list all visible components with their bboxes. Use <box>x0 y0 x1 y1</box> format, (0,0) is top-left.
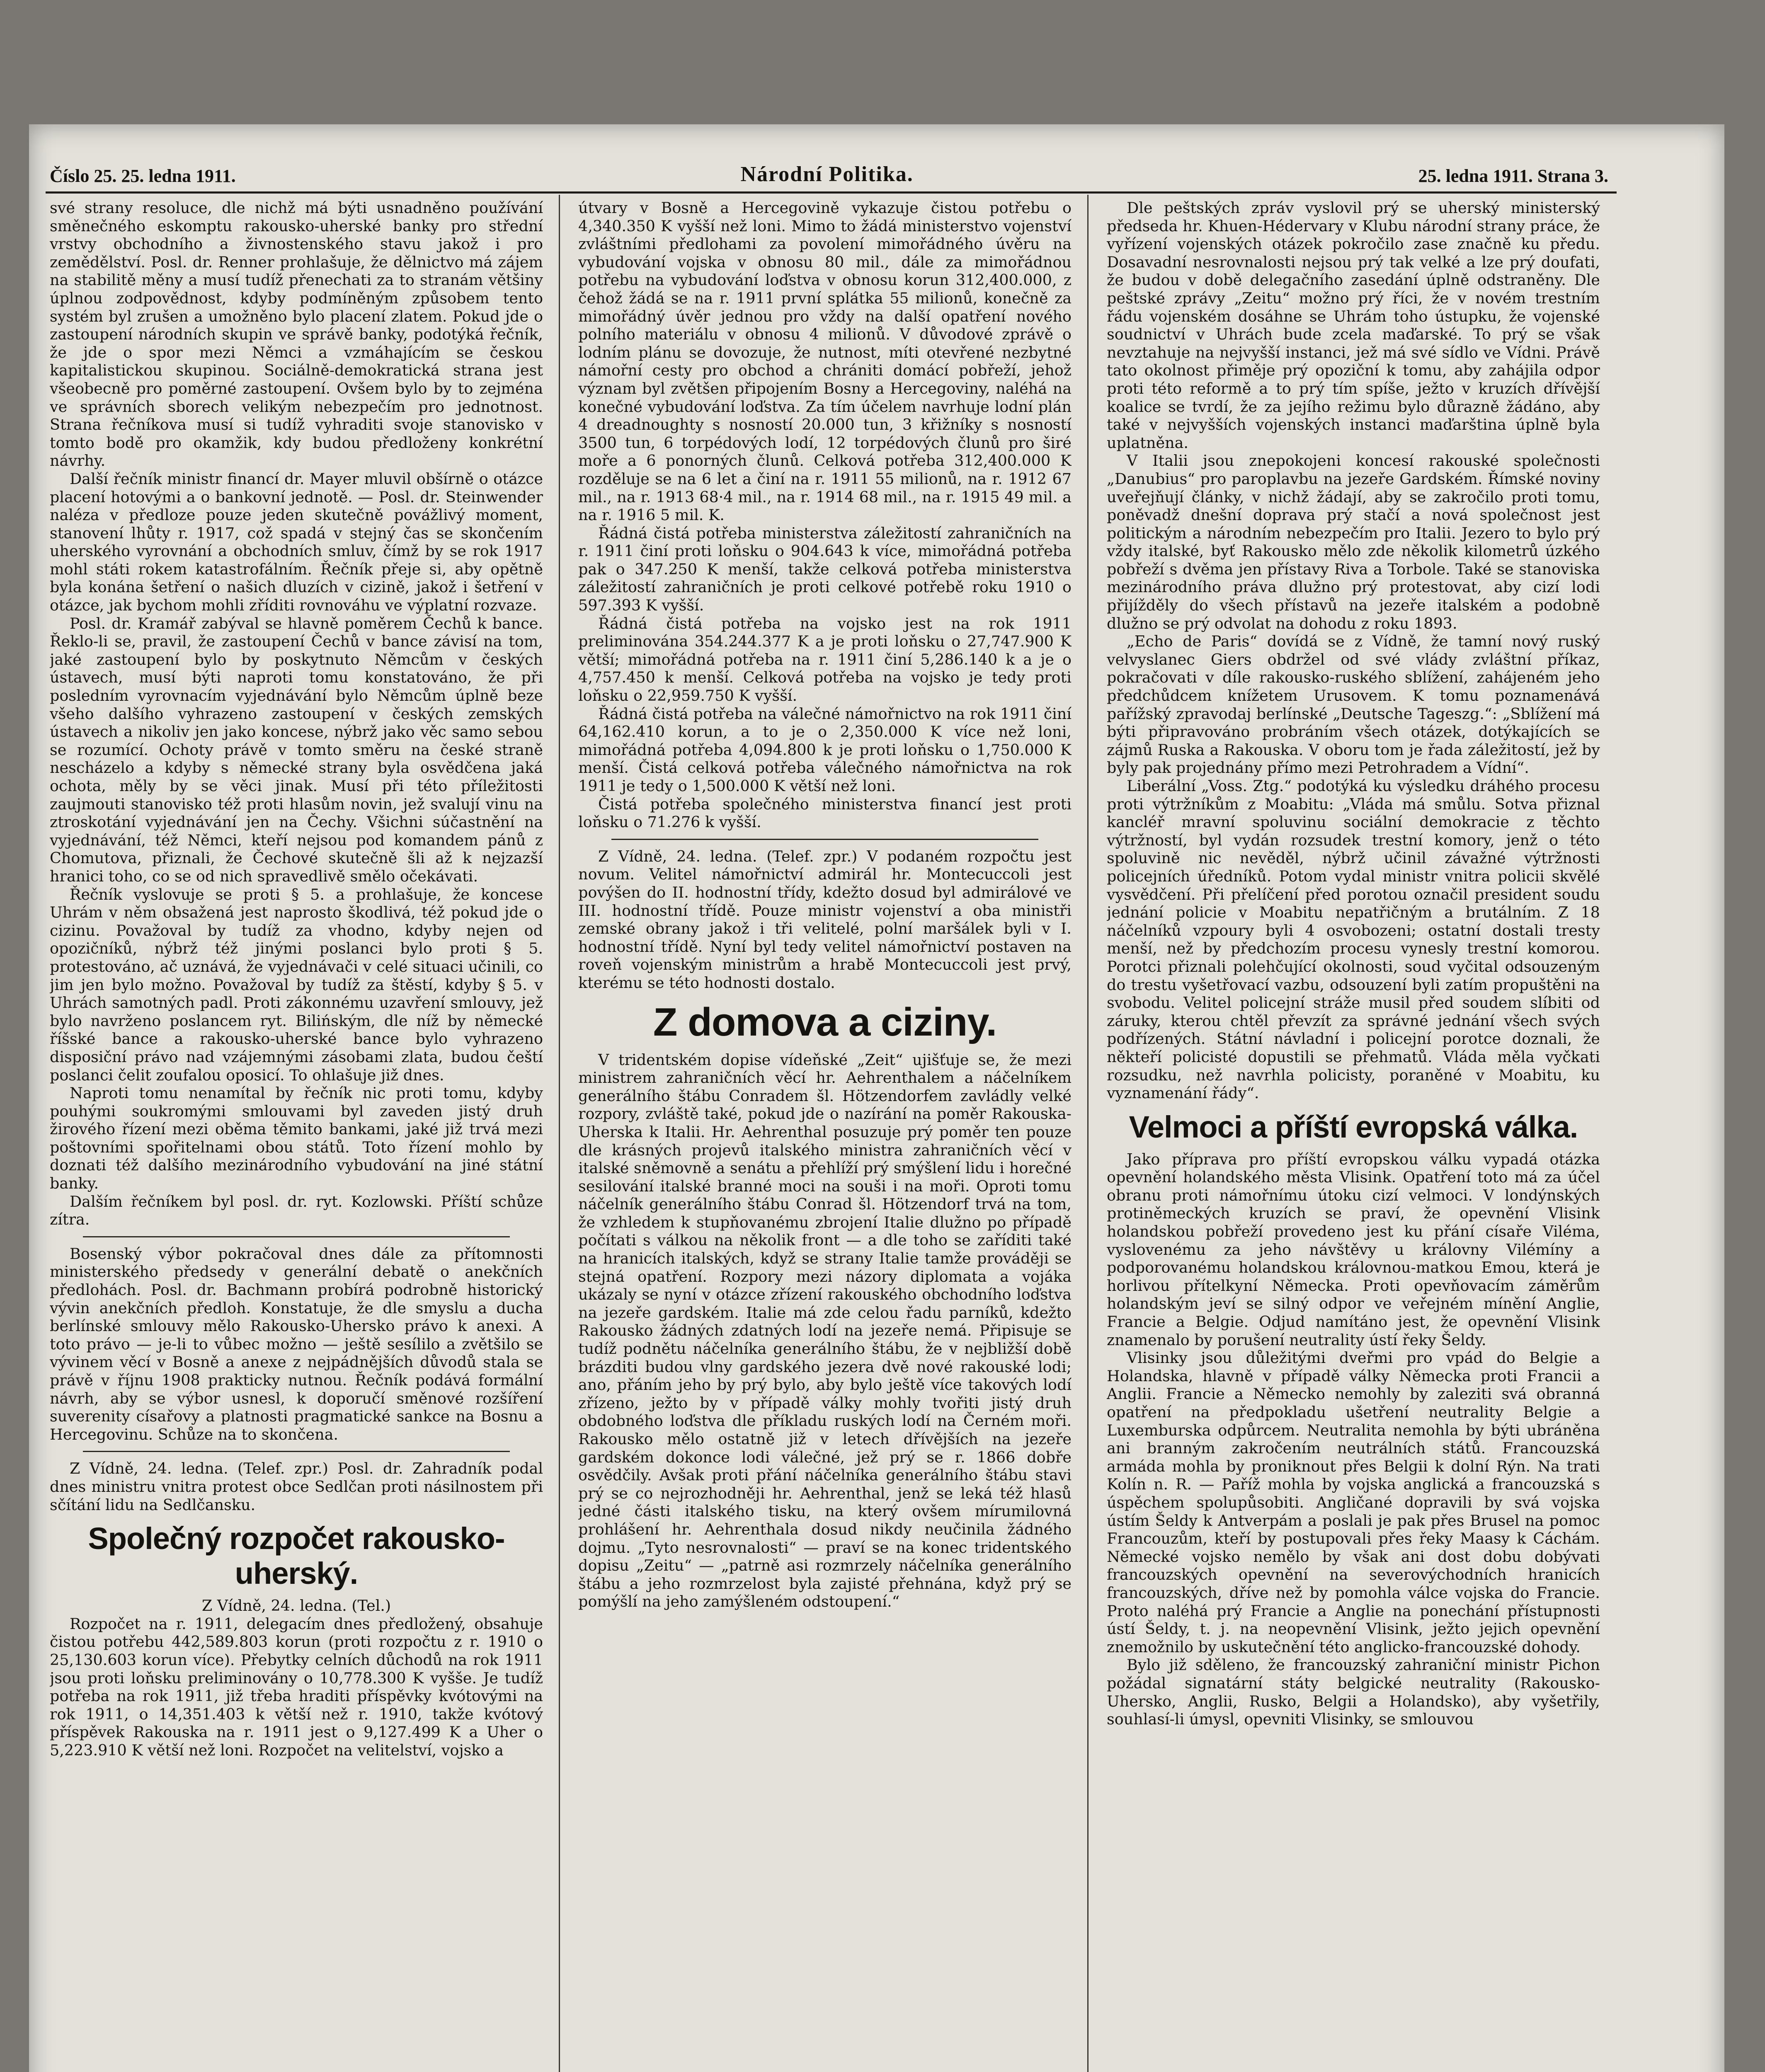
article-paragraph: Řádná čistá potřeba na válečné námořnictvo na rok 1911 činí 64,162.410 korun, a to je o 2,350.000 K více než loni, mimořádná potřeba 4,094.800 k je proti loňsku o 1,750.000 K menší. Čistá celková potřeba válečného námořnictva na rok 1911 je tedy o 1,500.000 K větší než loni. <box>578 704 1072 795</box>
article-paragraph: Liberální „Voss. Ztg.“ podotýká ku výsledku dráhého procesu proti výtržníkům z Moabitu: „Vláda má smůlu. Sotva přiznal kancléř mravní spoluvinu sociální demokracie z těchto výtržností, byl vydán rozsudek trestní komory, jenž o této spoluvině nic nevěděl, nýbrž učinil závažné výtržnosti policejních úředníků. Potom vydal ministr vnitra policii skvělé vysvědčení. Při přelíčení před porotou označil president soudu jednání policie v Moabitu nepatřičným a brutálním. Z 18 náčelníků vzpoury byli 4 osvobozeni; ostatní dostali tresty menší, než by předchozím procesu vynesly trestní komorou. Porotci přiznali polehčující okolnosti, soud vyčital odsouzeným do trestu vyšetřovací vazbu, odsouzení byli zatím propuštěni na svobodu. Velitel policejní stráže musil před soudem slíbiti od záruky, kterou chtěl převzít za správné jednání všech svých podřízených. Státní návladní i policejní porotce doznali, že někteří policisté dopustili se přehmatů. Vláda měla vyčkati rozsudku, než navrhla policisty, poraněné v Moabitu, ku vyznamenání řády“. <box>1107 777 1600 1102</box>
article-paragraph: Bosenský výbor pokračoval dnes dále za přítomnosti ministerského předsedy v generální debatě o anekčních předlohách. Posl. dr. Bachmann probírá podrobně historický vývin anekčních předloh. Konstatuje, že dle smyslu a ducha berlínské smlouvy mělo Rakousko-Uhersko právo k anexi. A toto právo — je-li to vůbec možno — ještě sesílilo a zvětšilo se vývinem věcí v Bosně a anexe z nejpádnějších důvodů stala se právě v říjnu 1908 prakticky nutnou. Řečník podává formální návrh, aby se výbor usnesl, k doporučí směnové rozšíření suverenity císařovy a platnosti pragmatické sankce na Bosnu a Hercegovinu. Schůze na to skončena. <box>50 1244 543 1443</box>
column-rule-1 <box>559 195 560 2072</box>
article-paragraph: Rozpočet na r. 1911, delegacím dnes předložený, obsahuje čistou potřebu 442,589.803 korun (proti rozpočtu z r. 1910 o 25,130.603 korun více). Přebytky celních důchodů na rok 1911 jsou proti loňsku preliminovány o 10,778.300 K vyšše. Je tudíž potřeba na rok 1911, již třeba hraditi příspěvky kvótovými na rok 1911, o 14,351.403 k větší než r. 1910, takže kvótový příspěvek Rakouska na r. 1911 jest o 9,127.499 K a Uher o 5,223.910 K větší než loni. Rozpočet na velitelství, vojsko a <box>50 1615 543 1759</box>
article-paragraph: Další řečník ministr financí dr. Mayer mluvil obšírně o otázce placení hotovými a o bankovní jednotě. — Posl. dr. Steinwender naléza v předloze pouze jeden skutečně povážlivý moment, stanovení lhůty r. 1917, což spadá v stejný čas se skončením uherského vyrovnání a obchodních smluv, čímž by se rok 1917 mohl státi rokem katastrofálním. Řečník přeje si, aby opětně byla konána šetření o našich dluzích v cizině, jakož i šetření v otázce, jak bychom mohli zříditi rovnováhu ve výplatní rozvaze. <box>50 470 543 615</box>
page-header <box>50 157 1608 186</box>
article-paragraph: „Echo de Paris“ dovídá se z Vídně, že tamní nový ruský velvyslanec Giers obdržel od své vlády zvláštní příkaz, pokračovati v díle rakousko-ruského sblížení, zahájeném jeho předchůdcem knížetem Urusovem. K tomu poznamenává pařížský zpravodaj berlínské „Deutsche Tageszg.“: „Sblížení má býti připravováno probráním všech otázek, dotýkajících se zájmů Ruska a Rakouska. V oboru tom je řada záležitostí, jež by byly pak projednány přímo mezi Petrohradem a Vídní“. <box>1107 632 1600 777</box>
article-paragraph: Posl. dr. Kramář zabýval se hlavně poměrem Čechů k bance. Řeklo-li se, pravil, že zastoupení Čechů v bance závisí na tom, jaké zastoupení bylo by poskytnuto Němcům v českých ústavech, musí býti naproti tomu konstatováno, že při posledním vyrovnacím vyjednávání bylo Němcům úplně beze všeho dalšího vyhrazeno zastoupení v českých zemských ústavech a nikoliv jen jako koncese, nýbrž jako věc samo sebou se rozumící. Ochoty právě v tomto směru na české straně nescházelo a kdyby s německé strany byla osvědčena jaká ochota, měly by se věci jinak. Musí při této příležitosti zaujmouti stanovisko též proti hlasům novin, jež svalují vinu na ztroskotání vyjednávání jen na Čechy. Všichni súčastnění na vyjednávání, též Němci, kteří nejsou pod komandem pánů z Chomutova, přiznali, že Čechové skutečně šli až k nejzazší hranici toho, co se od nich spravedlivě smělo očekávati. <box>50 614 543 885</box>
article-paragraph: své strany resoluce, dle nichž má býti usnadněno používání směnečného eskomptu rakousko-uherské banky pro střední vrstvy obchodního a živnostenského stavu jakož i pro zemědělství. Posl. dr. Renner prohlašuje, že dělnictvo má zájem na stabilitě měny a musí tudíž přenechati za to stranám většiny úplnou zodpovědnost, kdyby podmíněným způsobem tento systém byl zrušen a umožněno bylo placení zlatem. Pokud jde o zastoupení národních skupin ve správě banky, podotýká řečník, že jde o spor mezi Němci a vzmáhajícím se českou kapitalistickou skupinou. Sociálně-demokratická strana jest všeobecně pro poměrné zastoupení. Ovšem bylo by to zejména ve správních sborech velikým nebezpečím pro jednotnost. Strana řečníkova musí si tudíž vyhraditi svoje stanovisko v tomto bodě pro okamžik, kdy budou předloženy konkrétní návrhy. <box>50 199 543 470</box>
article-paragraph: Naproti tomu nenamítal by řečník nic proti tomu, kdyby pouhými soukromými smlouvami byl zaveden jistý druh žirového řízení mezi oběma těmito bankami, jaké již trvá mezi poštovními spořitelnami obou států. Toto řízení mohlo by doznati též dalšího mezinárodního vybudování na jiné státní banky. <box>50 1084 543 1193</box>
article-paragraph: útvary v Bosně a Hercegovině vykazuje čistou potřebu o 4,340.350 K vyšší než loni. Mimo to žádá ministerstvo vojenství zvláštními předlohami za povolení mimořádného úvěru na vybudování vojska v obnosu 80 mil., dále za mimořádnou potřebu na vybudování loďstva v obnosu korun 312,400.000, z čehož žádá se na r. 1911 první splátka 55 milionů, konečně za mimořádný úvěr jednou pro vždy na další opatření nového polního materiálu v obnosu 4 milionů. V důvodové zprávě o lodním plánu se dovozuje, že nutnost, míti otevřené nezbytné námořní cesty pro obchod a chrániti domácí pobřeží, jehož význam byl zvětšen připojením Bosny a Hercegoviny, naléhá na konečné vybudování loďstva. Za tím účelem navrhuje lodní plán 4 dreadnoughty s nosností 20.000 tun, 3 křižníky s nosností 3500 tun, 6 torpédových lodí, 12 torpédových člunů pro širé moře a 6 ponorných člunů. Celková potřeba 312,400.000 K rozděluje se na 6 let a činí na r. 1911 55 milionů, na r. 1912 67 mil., na r. 1913 68·4 mil., na r. 1914 68 mil., na r. 1915 49 mil. a na r. 1916 5 mil. K. <box>578 199 1072 524</box>
section-heading-domova: Z domova a ciziny. <box>653 1000 997 1044</box>
article-paragraph: Řádná čistá potřeba na vojsko jest na rok 1911 preliminována 354.244.377 K a je proti loňsku o 27,747.900 K větší; mimořádná potřeba na r. 1911 činí 5,286.140 k a je o 4,757.450 k menší. Celková potřeba na vojsko je tedy proti loňsku o 22,959.750 K vyšší. <box>578 614 1072 705</box>
section-heading-velmoci: Velmoci a příští evropská válka. <box>1129 1109 1578 1144</box>
column-rule-2 <box>1087 195 1089 2072</box>
article-paragraph: Bylo již sděleno, že francouzský zahraniční ministr Pichon požádal signatární státy belgické neutrality (Rakousko-Uhersko, Anglii, Rusko, Belgii a Holandsko), aby vyšetřily, souhlasí-li úmysl, opevniti Vlisinky, se smlouvou <box>1107 1656 1600 1728</box>
column-3 <box>1107 199 1600 2072</box>
issue-number-date: Číslo 25. 25. ledna 1911. <box>50 166 236 186</box>
column-1 <box>50 199 543 2072</box>
divider <box>611 839 1038 840</box>
article-paragraph: Čistá potřeba společného ministerstva financí jest proti loňsku o 71.276 k vyšší. <box>578 795 1072 831</box>
page-number-date: 25. ledna 1911. Strana 3. <box>1418 166 1608 186</box>
divider <box>83 1236 510 1237</box>
dateline: Z Vídně, 24. ledna. (Tel.) <box>201 1597 391 1615</box>
divider <box>83 1451 510 1452</box>
section-heading-rozpocet: Společný rozpočet rakousko-uherský. <box>88 1521 505 1591</box>
article-paragraph: Dle peštských zpráv vyslovil prý se uherský ministerský předseda hr. Khuen-Hédervary v Klubu národní strany práce, že vyřízení vojenských otázek pokročilo zase značně ku předu. Dosavadní nesrovnalosti nejsou prý tak velké a lze prý doufati, že budou v době delegačního zasedání úplně odstraněny. Dle peštské zprávy „Zeitu“ možno prý říci, že v novém trestním řádu vojenském dosáhne se Uhrám toho ústupku, že vojenské soudnictví v Uhrách bude zcela maďarské. To prý se však nevztahuje na nejvyšší instanci, jež má své sídlo ve Vídni. Právě tato okolnost přiměje prý opoziční k tomu, aby zahájila odpor proti této reformě a to prý tím spíše, ježto v kruzích dřívější koalice se tvrdí, že za jejího režimu bylo důrazně žádáno, aby také v nejvyšších vojenských instanci maďarština úplně byla uplatněna. <box>1107 199 1600 452</box>
article-paragraph: V Italii jsou znepokojeni koncesí rakouské společnosti „Danubius“ pro paroplavbu na jezeře Gardském. Římské noviny uveřejňují články, v nichž žádají, aby se zakročilo proti tomu, poněvadž dnešní doprava prý stačí a nová společnost jest politickým a národním nebezpečím pro Italii. Jezero to bylo prý vždy italské, byť Rakousko mělo zde několik kilometrů úzkého pobřeží s dvěma jen přístavy Riva a Torbole. Také se stanoviska mezinárodního práva dlužno prý protestovat, aby cizí lodi přijížděly do všech přístavů na jezeře italském a podobně dlužno se prý odvolat na dohodu z roku 1893. <box>1107 452 1600 632</box>
column-2 <box>578 199 1072 2072</box>
masthead-title: Národní Politika. <box>740 162 914 186</box>
article-paragraph: Jako příprava pro příští evropskou válku vypadá otázka opevnění holandského města Vlisink. Opatření toto má za účel obranu proti námořnímu útoku cizí velmoci. V londýnských protiněmeckých kruzích se praví, že opevnění Vlisink holandskou pobřeží provedeno jest ku přání císaře Viléma, vyslovenému za jeho návštěvy u královny Vilémíny a podporovanému holandskou královnou-matkou Emou, která je horlivou přítelkyní Německa. Proti opevňovacím záměrům holandským jeví se silný odpor ve veřejném mínění Anglie, Francie a Belgie. Odjud namítáno jest, že opevnění Vlisink znamenalo by porušení neutrality ústí řeky Šeldy. <box>1107 1150 1600 1349</box>
article-paragraph: Z Vídně, 24. ledna. (Telef. zpr.) V podaném rozpočtu jest novum. Velitel námořnictví admirál hr. Montecuccoli jest povýšen do II. hodnostní třídy, kdežto dosud byl admirálové ve III. hodnostní třídě. Pouze ministr vojenství a oba ministři zemské obrany jakož i tři velitelé, polní maršálek byli v I. hodnostní třídě. Nyní byl tedy velitel námořnictví postaven na roveň vojenským ministrům a hrabě Montecuccoli jest prvý, kterému se této hodnosti dostalo. <box>578 847 1072 992</box>
article-paragraph: Vlisinky jsou důležitými dveřmi pro vpád do Belgie a Holandska, hlavně v případě války Německa proti Francii a Anglii. Francie a Německo nemohly by zaleziti svá obranná opatření na předpokladu ušetření neutrality Belgie a Luxemburska odpůrcem. Neutralita nemohla by býti ubráněna ani branným zakročením neutrálních států. Francouzská armáda mohla by proniknout přes Belgii k dolní Rýn. Na trati Kolín n. R. — Paříž mohla by vojska anglická a francouzská s úspěchem spolupůsobiti. Angličané dopravili by svá vojska ústím Šeldy k Antverpám a poslali je pak přes Brusel na pomoc Francouzům, kteří by postupovali přes řeky Maasy k Cáchám. Německé vojsko nemělo by však ani dost dobu dobývati francouzských opevnění na severovýchodních hranicích francouzských, dříve než by pomohla válce vojska do Francie. Proto naléhá prý Francie a Anglie na ponechání přístupnosti ústí Šeldy, t. j. na neopevnění Vlisink, ježto jejich opevnění znemožnilo by uskutečnění této anglicko-francouzské dohody. <box>1107 1349 1600 1656</box>
article-paragraph: Z Vídně, 24. ledna. (Telef. zpr.) Posl. dr. Zahradník podal dnes ministru vnitra protest obce Sedlčan proti násilnostem při sčítání lidu na Sedlčansku. <box>50 1460 543 1514</box>
header-rule <box>46 191 1617 194</box>
article-paragraph: V tridentském dopise vídeňské „Zeit“ ujišťuje se, že mezi ministrem zahraničních věcí hr. Aehrenthalem a náčelníkem generálního štábu Conradem šl. Hötzendorfem zavládly velké rozpory, zvláště také, pokud jde o nazírání na poměr Rakouska-Uherska k Italii. Hr. Aehrenthal posuzuje prý poměr ten pouze dle krásných projevů italského ministra zahraničních věcí v italské sněmovně a senátu a přehlíží prý smýšlení lidu i horečné sesilování italské branné moci na souši i na moři. Oproti tomu náčelník generálního štábu Conrad šl. Hötzendorf trvá na tom, že vzhledem k stupňovanému zbrojení Italie dlužno po případě počítati s válkou na několik front — a dle toho se zaříditi také na hranicích italských, když se strany Italie tamže prováději se stejná opatření. Rozpory mezi názory diplomata a vojáka ukázaly se nyní v otázce zřízení rakouského obchodního loďstva na jezeře gardském. Italie má zde celou řadu parníků, kdežto Rakousko žádných zdatných lodí na jezeře nemá. Připisuje se tudíž podnětu náčelníka generálního štábu, že v nejbližší době brázditi budou vlny gardského jezera dvě nové rakouské lodi; ano, přáním jeho by prý bylo, aby bylo ještě více takových lodí zřízeno, ježto by v případě války mohly tvořiti jistý druh obdobného loďstva dle příkladu ruských lodí na Černém moři. Rakousko mělo ostatně již v letech dřívějších na jezeře gardském dokonce lodi válečné, jež prý se r. 1866 dobře osvědčily. Avšak proti přání náčelníka generálního štábu stavi prý se co nejrozhodněji hr. Aehrenthal, jenž se leká též hlasů jedné části italského tisku, na který ovšem mírumilovná prohlášení hr. Aehrenthala dosud nikdy neučinila žádného dojmu. „Tyto nesrovnalosti“ — praví se na konec tridentského dopisu „Zeitu“ — „patrně asi rozmrzely náčelníka generálního štábu a jeho rozmrzelost byla zajisté přehnána, když prý se pomýšlí na jeho zamýšleném odstoupení.“ <box>578 1051 1072 1611</box>
article-paragraph: Dalším řečníkem byl posl. dr. ryt. Kozlowski. Příští schůze zítra. <box>50 1192 543 1229</box>
article-paragraph: Řádná čistá potřeba ministerstva záležitostí zahraničních na r. 1911 činí proti loňsku o 904.643 k více, mimořádná potřeba pak o 347.250 K menší, takže celková potřeba ministerstva záležitostí zahraničních je proti celkové potřebě roku 1910 o 597.393 K vyšší. <box>578 524 1072 615</box>
article-paragraph: Řečník vyslovuje se proti § 5. a prohlašuje, že koncese Uhrám v něm obsažená jest naprosto škodlivá, též pokud jde o cizinu. Považoval by tudíž za vhodno, kdyby nejen od opozičníků, nýbrž též jinými poslanci bylo proti § 5. protestováno, ač uznává, že vyjednávači v celé situaci učinili, co jim jen bylo možno. Považoval by tudíž za štěstí, kdyby § 5. v Uhrách samotných padl. Proti zákonnému uzavření smlouvy, jež bylo navrženo poslancem ryt. Bilińským, dle níž by německé říšské bance a rakousko-uherské bance bylo vyhrazeno disposiční právo nad vzájemnými zásobami zlata, budou čeští poslanci čelit zoufalou oposicí. To ohlašuje již dnes. <box>50 885 543 1084</box>
